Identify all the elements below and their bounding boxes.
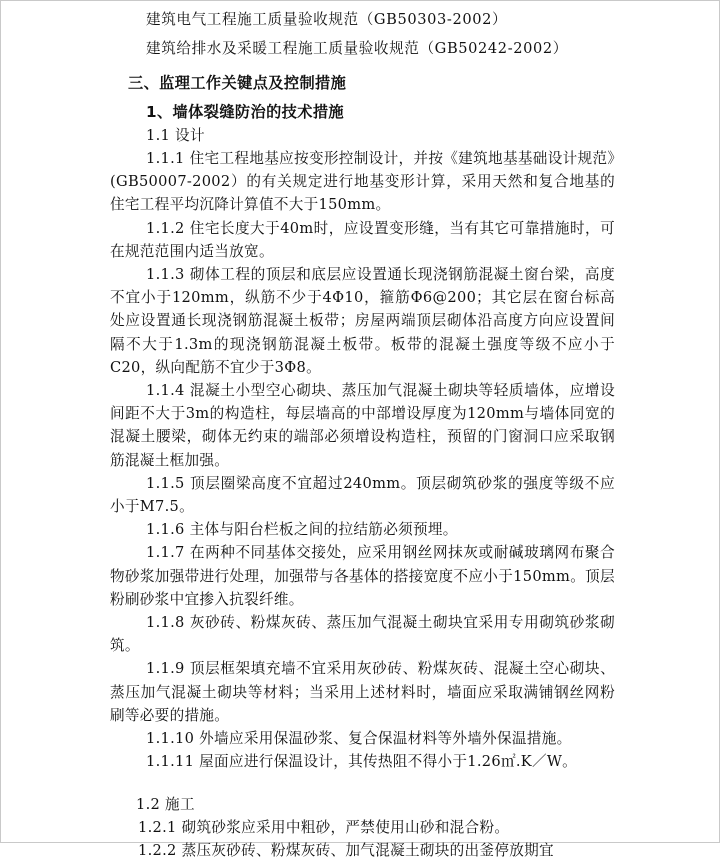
design-item: 1.1.11 屋面应进行保温设计，其传热阻不得小于1.26㎡.K／W。 xyxy=(146,753,578,771)
reference-line: 建筑电气工程施工质量验收规范（GB50303-2002） xyxy=(146,11,508,28)
construction-item: 1.2.2 蒸压灰砂砖、粉煤灰砖、加气混凝土砌块的出釜停放期宜 xyxy=(138,841,554,859)
design-item: 1.1.3 砌体工程的顶层和底层应设置通长现浇钢筋混凝土窗台梁，高度不宜小于120mm，纵筋不少于4Φ10，箍筋Φ6@200；其它层在窗台标高处应设置通长现浇钢筋混凝土板带；房屋两端顶层砌体沿高度方向应设置间隔不大于1.3m的现浇钢筋混凝土板带。板带的混凝土强度等级不应小于C20，纵向配筋不宜少于3Φ8。 xyxy=(110,266,615,376)
design-item: 1.1.5 顶层圈梁高度不宜超过240mm。顶层砌筑砂浆的强度等级不应小于M7.5。 xyxy=(110,474,615,516)
paragraph-gap xyxy=(110,774,615,793)
design-item: 1.1.6 主体与阳台栏板之间的拉结筋必须预埋。 xyxy=(146,521,458,539)
reference-line: 建筑给排水及采暖工程施工质量验收规范（GB50242-2002） xyxy=(146,40,568,58)
construction-item: 1.2.1 砌筑砂浆应采用中粗砂，严禁使用山砂和混合粉。 xyxy=(138,818,510,836)
design-item: 1.1.8 灰砂砖、粉煤灰砖、蒸压加气混凝土砌块宜采用专用砌筑砂浆砌筑。 xyxy=(110,614,615,655)
design-item: 1.1.9 顶层框架填充墙不宜采用灰砂砖、粉煤灰砖、混凝土空心砌块、蒸压加气混凝土砌块等材料；当采用上述材料时，墙面应采取满铺钢丝网粉刷等必要的措施。 xyxy=(110,660,615,724)
subsection-heading: 1、墙体裂缝防治的技术措施 xyxy=(146,102,345,121)
design-item: 1.1.2 住宅长度大于40m时，应设置变形缝，当有其它可靠措施时，可在规范范围内适当放宽。 xyxy=(110,219,615,260)
design-item: 1.1.1 住宅工程地基应按变形控制设计，并按《建筑地基基础设计规范》(GB50007-2002）的有关规定进行地基变形计算，采用天然和复合地基的住宅工程平均沉降计算值不大于150mm。 xyxy=(110,150,615,214)
design-item: 1.1.10 外墙应采用保温砂浆、复合保温材料等外墙外保温措施。 xyxy=(146,730,572,748)
document-body xyxy=(110,8,615,862)
construction-heading: 1.2 施工 xyxy=(136,795,195,813)
design-item: 1.1.4 混凝土小型空心砌块、蒸压加气混凝土砌块等轻质墙体，应增设间距不大于3m的构造柱，每层墙高的中部增设厚度为120mm与墙体同宽的混凝土腰梁，砌体无约束的端部必须增设构造柱，预留的门窗洞口应采取钢筋混凝土框加强。 xyxy=(110,382,615,469)
design-heading: 1.1 设计 xyxy=(146,126,205,144)
section-heading: 三、监理工作关键点及控制措施 xyxy=(128,74,347,93)
design-item: 1.1.7 在两种不同基体交接处，应采用钢丝网抹灰或耐碱玻璃网布聚合物砂浆加强带进行处理，加强带与各基体的搭接宽度不应小于150mm。顶层粉刷砂浆中宜掺入抗裂纤维。 xyxy=(110,544,615,608)
